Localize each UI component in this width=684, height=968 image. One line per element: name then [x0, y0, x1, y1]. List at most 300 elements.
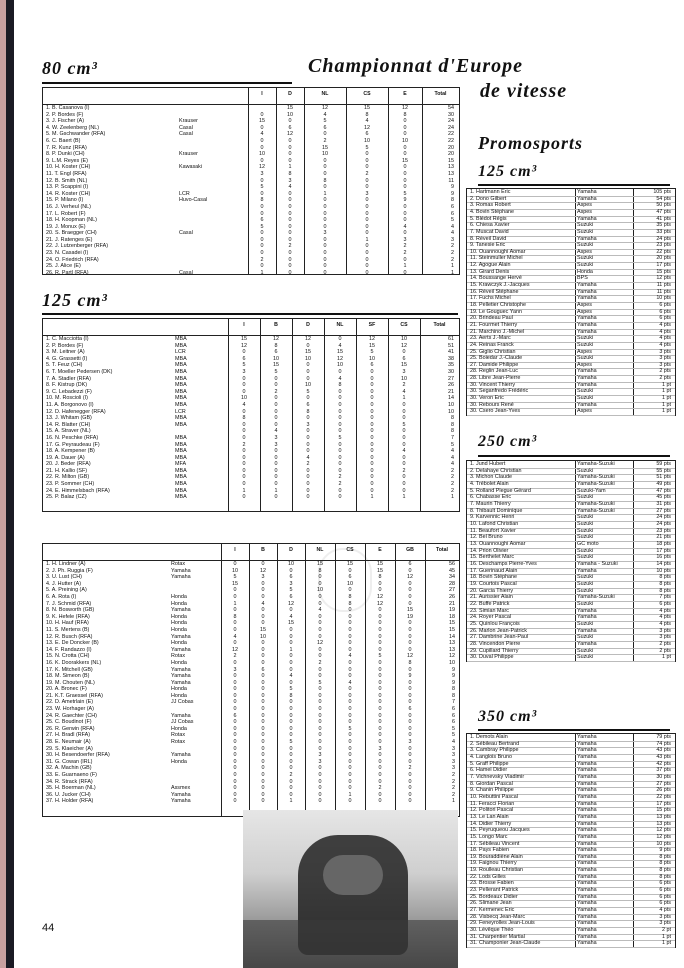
table-cell: 18. Pelletier Christophe [470, 302, 527, 308]
table-cell: 16. Réveil Stéphane [470, 288, 519, 295]
table-cell: 3 [233, 666, 237, 673]
table-cell: 6 pts [659, 601, 671, 607]
table-cell: 0 [274, 448, 278, 455]
cat80-col-E [388, 105, 422, 276]
page-edge-shadow [6, 0, 14, 968]
table-cell: 0 [288, 210, 292, 217]
cat125-col-total [420, 336, 454, 501]
table-cell: 5 [378, 653, 382, 660]
table-cell: 0 [242, 448, 246, 455]
table-cell: 10 [317, 587, 323, 594]
table-cell: MBA [175, 401, 187, 408]
table-cell: 8 [274, 342, 278, 349]
table-cell: 30. Rebours René [470, 401, 514, 408]
table-cell: Aspes [577, 248, 592, 255]
table-cell: 11. T. Engl (RFA) [46, 170, 87, 177]
cat125-header-row [43, 319, 459, 336]
table-cell: 2 [451, 250, 454, 257]
table-cell: 13. Ouannoughi Aomar [470, 541, 526, 547]
table-cell: 22 [448, 137, 454, 144]
table-cell: 0 [288, 223, 292, 230]
table-cell: Aspes [577, 361, 592, 368]
table-cell: 74 pts [656, 740, 671, 747]
table-cell: 0 [378, 719, 382, 726]
table-cell: 3 [261, 574, 265, 581]
table-cell: 10 [364, 137, 370, 144]
motorcycle-photo [243, 810, 458, 968]
table-cell: 4 [338, 342, 342, 349]
table-cell: 1 [370, 494, 374, 501]
table-cell: 12 [407, 653, 413, 660]
table-cell: Yamaha [577, 827, 597, 834]
table-cell: 1 pt [662, 654, 671, 661]
table-cell: MBA [175, 474, 187, 481]
table-cell: 3 [242, 368, 246, 375]
table-cell: 0 [323, 217, 327, 224]
table-cell: 3 [306, 421, 310, 428]
table-cell: 0 [242, 461, 246, 468]
table-cell: 14 [448, 395, 454, 402]
table-cell: 8 [288, 170, 292, 177]
table-cell: 0 [408, 587, 412, 594]
table-cell: 0 [408, 725, 412, 732]
table-cell: 2. P. Bordes (F) [46, 111, 84, 118]
table-cell: LCR [179, 190, 190, 197]
table-cell: 15. Peyruqueou Jacques [470, 827, 530, 834]
table-cell: 0 [403, 217, 407, 224]
table-cell: 47 pts [656, 208, 671, 215]
table-cell: 0 [318, 785, 322, 792]
table-cell: 9. Chanin Philippe [470, 787, 514, 794]
table-cell: 0 [261, 752, 265, 759]
table-cell [171, 587, 220, 594]
table-cell: 0 [403, 269, 407, 276]
table-cell: 0 [233, 732, 237, 739]
table-cell: 0 [289, 719, 293, 726]
table-cell: Yamaha [577, 734, 597, 740]
table-cell: 26. Slimane Jean [470, 900, 512, 907]
table-cell: 0 [408, 692, 412, 699]
table-cell: Yamaha - Suzuki [577, 561, 618, 567]
promo250-rule [478, 455, 670, 457]
table-cell: 7. A. Stadler (RFA) [46, 375, 91, 382]
cat125-h5: SF [368, 322, 376, 328]
table-cell: 8 [233, 613, 237, 620]
table-cell: 0 [289, 699, 293, 706]
table-cell: 5. Rolland Plegue Gérard [470, 487, 531, 494]
table-cell: Yamaha [577, 893, 597, 900]
table-cell: 5 [402, 421, 406, 428]
table-cell: 1. B. Casanova (I) [46, 105, 90, 111]
cat80-col-D [276, 105, 304, 276]
table-cell: 2 [242, 441, 246, 448]
table-cell: 27 [449, 587, 455, 594]
table-cell: 4 pts [659, 614, 671, 621]
table-cell: 3 [318, 758, 322, 765]
table-cell: Yamaha-Suzuki [577, 507, 615, 514]
table-cell: 0 [306, 428, 310, 435]
cat125-h1: I [243, 322, 245, 328]
table-cell: 0 [365, 223, 369, 230]
table-cell: 11. Feracci Florian [470, 800, 515, 807]
cat125-col-SF [356, 336, 388, 501]
table-cell: 8 [242, 415, 246, 422]
table-cell: 0 [365, 263, 369, 270]
table-cell: Yamaha [577, 853, 597, 860]
table-cell: 8. Réveil David [470, 235, 507, 242]
table-cell: 0 [378, 613, 382, 620]
table-cell: 5 [274, 368, 278, 375]
table-cell: 5 [403, 190, 407, 197]
table-cell: 10. M. Roscioli (I) [46, 395, 88, 402]
table-cell: 11 [448, 177, 454, 184]
table-cell: 14. Didier Thierry [470, 820, 512, 827]
cat250-table [42, 543, 460, 817]
table-cell: 0 [306, 487, 310, 494]
table-cell: Honda [171, 593, 187, 600]
table-cell: 4 [348, 679, 352, 686]
table-cell: 10 [288, 561, 294, 567]
table-cell: Yamaha [577, 880, 597, 887]
table-cell: 0 [261, 673, 265, 680]
table-cell: 14. R. Koster (CH) [46, 190, 91, 197]
table-cell: 0 [370, 368, 374, 375]
table-cell: 10 [232, 567, 238, 574]
table-cell: 4. Bovin Stéphane [470, 208, 515, 215]
table-cell: 0 [274, 408, 278, 415]
table-cell: 12. Bel Bruno [470, 534, 503, 541]
cat80-h4: CS [363, 91, 371, 97]
table-cell: Yamaha [577, 753, 597, 760]
table-cell: MBA [175, 382, 187, 389]
table-cell: 24 pts [656, 521, 671, 527]
table-cell: 8 [451, 415, 454, 422]
table-cell: 21. Marchino J.-Michel [470, 328, 525, 335]
table-cell: 31 pts [656, 501, 671, 507]
promo125-title: 125 cm³ [478, 163, 538, 180]
table-cell: 24 [448, 118, 454, 125]
table-cell: 0 [408, 646, 412, 653]
table-cell: 6 [365, 131, 369, 138]
table-cell: MBA [175, 375, 187, 382]
table-cell: Rotax [171, 653, 186, 660]
table-cell: 1 [274, 487, 278, 494]
table-cell: 0 [306, 467, 310, 474]
table-cell: 14. Boussange Hervé [470, 275, 522, 282]
table-cell: 0 [370, 441, 374, 448]
table-cell: Yamaha [171, 646, 191, 653]
table-cell: 3. U. Lust (CH) [46, 574, 82, 581]
table-cell: 0 [408, 666, 412, 673]
table-cell: 0 [403, 124, 407, 131]
table-cell: 1 [348, 791, 352, 798]
table-cell: 2 [451, 467, 454, 474]
table-cell: 19 [449, 607, 455, 614]
table-cell: 8 [451, 421, 454, 428]
table-cell: 30. Veron Eric [470, 395, 504, 402]
table-cell: 6 [452, 719, 455, 726]
table-cell: 2 [451, 487, 454, 494]
table-cell: 0 [370, 434, 374, 441]
table-cell: 24 pts [656, 514, 671, 521]
table-cell: 3 pts [659, 627, 671, 634]
table-cell: 0 [402, 481, 406, 488]
table-cell: 0 [378, 646, 382, 653]
table-cell: 13. E. De Doncker (B) [46, 640, 99, 647]
table-cell: 0 [348, 798, 352, 805]
table-cell: 15 [401, 362, 407, 369]
table-cell: 0 [288, 157, 292, 164]
table-cell: 14 pts [656, 561, 671, 567]
table-cell: 4 [288, 184, 292, 191]
table-cell: Suzuki [577, 395, 594, 402]
table-cell: 0 [403, 144, 407, 151]
table-cell: 1 [233, 600, 237, 607]
table-cell: 0 [242, 474, 246, 481]
table-cell: 0 [289, 732, 293, 739]
table-cell: 0 [233, 785, 237, 792]
table-cell: Suzuki [577, 534, 594, 541]
table-cell: 2 [233, 653, 237, 660]
table-cell: 8 pts [659, 853, 671, 860]
table-cell: 0 [378, 778, 382, 785]
table-cell: Yamaha [171, 574, 191, 581]
table-cell: 0 [408, 732, 412, 739]
table-cell: 19. J. Monux (E) [46, 223, 86, 230]
table-cell: 0 [378, 765, 382, 772]
table-cell: 10. Rebuttini Pascal [470, 793, 518, 800]
table-cell: 4 pts [659, 907, 671, 914]
table-cell: Aspes [577, 202, 592, 209]
table-cell: 0 [323, 184, 327, 191]
table-cell: 0 [306, 362, 310, 369]
table-cell: 4 [402, 388, 406, 395]
table-cell [171, 779, 220, 786]
table-cell: 0 [318, 613, 322, 620]
table-cell: 1 pt [662, 408, 671, 415]
table-cell: 1 [451, 494, 454, 501]
table-cell: 7 [451, 434, 454, 441]
table-cell: 12 [241, 342, 247, 349]
table-cell: Yamaha [577, 933, 597, 940]
table-cell: 5 [306, 388, 310, 395]
table-cell: 0 [261, 772, 265, 778]
table-cell: Aspes [577, 408, 592, 415]
table-cell: 5 [242, 362, 246, 369]
table-cell: 9 [452, 666, 455, 673]
table-cell: 10 [305, 382, 311, 389]
table-cell: 4 [365, 118, 369, 125]
table-cell: 0 [306, 342, 310, 349]
table-cell: 0 [408, 719, 412, 726]
table-cell: 1 [403, 263, 407, 270]
table-cell: MBA [175, 454, 187, 461]
table-cell: 0 [378, 659, 382, 666]
table-cell [179, 178, 247, 185]
table-cell: 0 [338, 441, 342, 448]
table-cell: 26 [449, 593, 455, 600]
table-cell: 0 [289, 712, 293, 719]
table-cell: 12 pts [656, 827, 671, 834]
table-cell: 32. A. Machin (GB) [46, 765, 92, 772]
table-cell: 19. Le Gouguec Yann [470, 308, 522, 315]
table-cell: 0 [338, 336, 342, 342]
table-cell: JJ Cobas [171, 699, 194, 706]
table-cell: 11. A. Borgonovo (I) [46, 401, 94, 408]
table-cell: 0 [242, 408, 246, 415]
cat125-h6: CS [400, 322, 408, 328]
table-cell: 12 [377, 600, 383, 607]
table-cell: 0 [260, 210, 264, 217]
table-cell [179, 158, 247, 165]
table-cell: 0 [261, 739, 265, 746]
table-cell: 0 [242, 467, 246, 474]
table-cell: 30 [448, 368, 454, 375]
table-cell: Yamaha [577, 215, 597, 222]
table-cell: 0 [378, 692, 382, 699]
table-cell: Yamaha [577, 840, 597, 847]
table-cell: Krauser [179, 151, 198, 158]
cat125-col-riders [46, 336, 174, 501]
table-cell: 8 [378, 574, 382, 581]
table-cell: 8 [318, 567, 322, 574]
table-cell: 0 [289, 679, 293, 686]
table-cell: Suzuki [577, 621, 594, 627]
cat80-col-total [422, 105, 454, 276]
table-cell: 35. H. Boerman (NL) [46, 785, 96, 792]
table-cell: 12 [449, 653, 455, 660]
table-cell: 3 [288, 177, 292, 184]
table-cell: 18 pts [656, 541, 671, 547]
cat250-col-NL [305, 561, 335, 805]
table-cell: 0 [408, 620, 412, 627]
table-cell: 0 [338, 408, 342, 415]
table-cell: 0 [289, 666, 293, 673]
table-cell: 24. E. Himmelsbach (RFA) [46, 487, 110, 494]
table-cell: 10 [241, 395, 247, 402]
table-cell: Yamaha [577, 780, 597, 787]
table-cell: 0 [365, 256, 369, 263]
table-cell [179, 171, 247, 178]
table-cell: 0 [242, 428, 246, 435]
table-cell: 2 pts [659, 368, 671, 375]
table-cell: 24 pts [656, 235, 671, 242]
table-cell: 3 pts [659, 348, 671, 355]
table-cell: 10 [449, 659, 455, 666]
table-cell: 0 [318, 633, 322, 640]
table-cell: 6 pts [659, 315, 671, 322]
table-cell: 0 [348, 640, 352, 647]
table-cell: 11. Beaufort Xavier [470, 527, 516, 534]
table-cell: 0 [274, 415, 278, 422]
table-cell: Yamaha-Suzuki [577, 474, 615, 481]
table-cell: 0 [274, 382, 278, 389]
table-cell: 11 pts [656, 282, 671, 289]
table-cell: LCR [175, 408, 186, 415]
table-cell: 8. Thibault Dominique [470, 507, 523, 514]
table-cell: 0 [378, 725, 382, 732]
table-cell: 0 [261, 798, 265, 805]
table-cell: 0 [348, 633, 352, 640]
table-cell: 15 [402, 157, 408, 164]
table-cell: 0 [370, 388, 374, 395]
table-cell: 38 [448, 355, 454, 362]
table-cell: 0 [260, 243, 264, 250]
table-cell: 23. W. Horhager (A) [46, 706, 94, 713]
table-cell: 2 [403, 250, 407, 257]
table-cell: 2 [451, 481, 454, 488]
table-cell: Yamaha [577, 860, 597, 867]
table-cell: 12 [232, 646, 238, 653]
table-cell: 21 [448, 388, 454, 395]
table-cell: 0 [370, 395, 374, 402]
table-cell: 0 [408, 772, 412, 778]
table-cell: 15. Krawczyk J.-Jacques [470, 282, 530, 289]
table-cell: 31. G. Cowan (IRL) [46, 758, 93, 765]
table-cell: 0 [370, 415, 374, 422]
table-cell: 20 pts [656, 255, 671, 262]
table-cell: Suzuki [577, 574, 594, 581]
table-cell: 0 [318, 692, 322, 699]
table-cell: Honda [171, 725, 187, 732]
table-cell: Yamaha [577, 927, 597, 934]
table-cell: 0 [233, 692, 237, 699]
table-cell: Yamaha [577, 773, 597, 780]
table-cell: 0 [260, 177, 264, 184]
table-cell: Yamaha [577, 368, 597, 375]
table-cell: Kawasaki [179, 164, 203, 171]
table-cell: 10. H. Koster (CH) [46, 164, 91, 171]
table-cell: 0 [306, 434, 310, 441]
table-cell: 0 [233, 587, 237, 594]
table-cell: Yamaha [171, 679, 191, 686]
table-cell: 10 [448, 401, 454, 408]
table-cell: 0 [261, 679, 265, 686]
table-cell: Yamaha [577, 793, 597, 800]
table-cell: 42 pts [656, 760, 671, 767]
table-cell: 14. F. Randazzo (I) [46, 646, 92, 653]
table-cell: 0 [288, 118, 292, 125]
table-cell: 12 [288, 600, 294, 607]
table-cell: 0 [274, 401, 278, 408]
table-cell: 0 [306, 395, 310, 402]
table-cell: MBA [175, 494, 187, 501]
table-cell: 4 pts [659, 621, 671, 627]
table-cell: 2 [451, 474, 454, 481]
table-cell: 43 pts [656, 747, 671, 754]
table-cell: Yamaha [577, 295, 597, 302]
table-cell: 29. S. Klaeicher (A) [46, 745, 93, 752]
table-cell: 15 [377, 561, 383, 567]
table-cell: Yamaha [577, 189, 597, 195]
table-cell: 22 [448, 131, 454, 138]
table-cell: 0 [348, 765, 352, 772]
table-row [467, 654, 675, 662]
table-cell: 5. Graff Philippe [470, 760, 509, 767]
table-cell: 0 [261, 561, 265, 567]
cat125-col-B [260, 336, 292, 501]
table-cell [179, 224, 247, 231]
table-cell: 0 [348, 607, 352, 614]
table-cell: 4 [261, 600, 265, 607]
cat80-h6: Total [434, 91, 447, 97]
table-cell: 0 [408, 640, 412, 647]
table-cell: 0 [348, 567, 352, 574]
table-cell: 0 [289, 633, 293, 640]
table-cell: Yamaha [171, 712, 191, 719]
table-cell: MBA [175, 487, 187, 494]
table-cell: Yamaha [577, 567, 597, 574]
